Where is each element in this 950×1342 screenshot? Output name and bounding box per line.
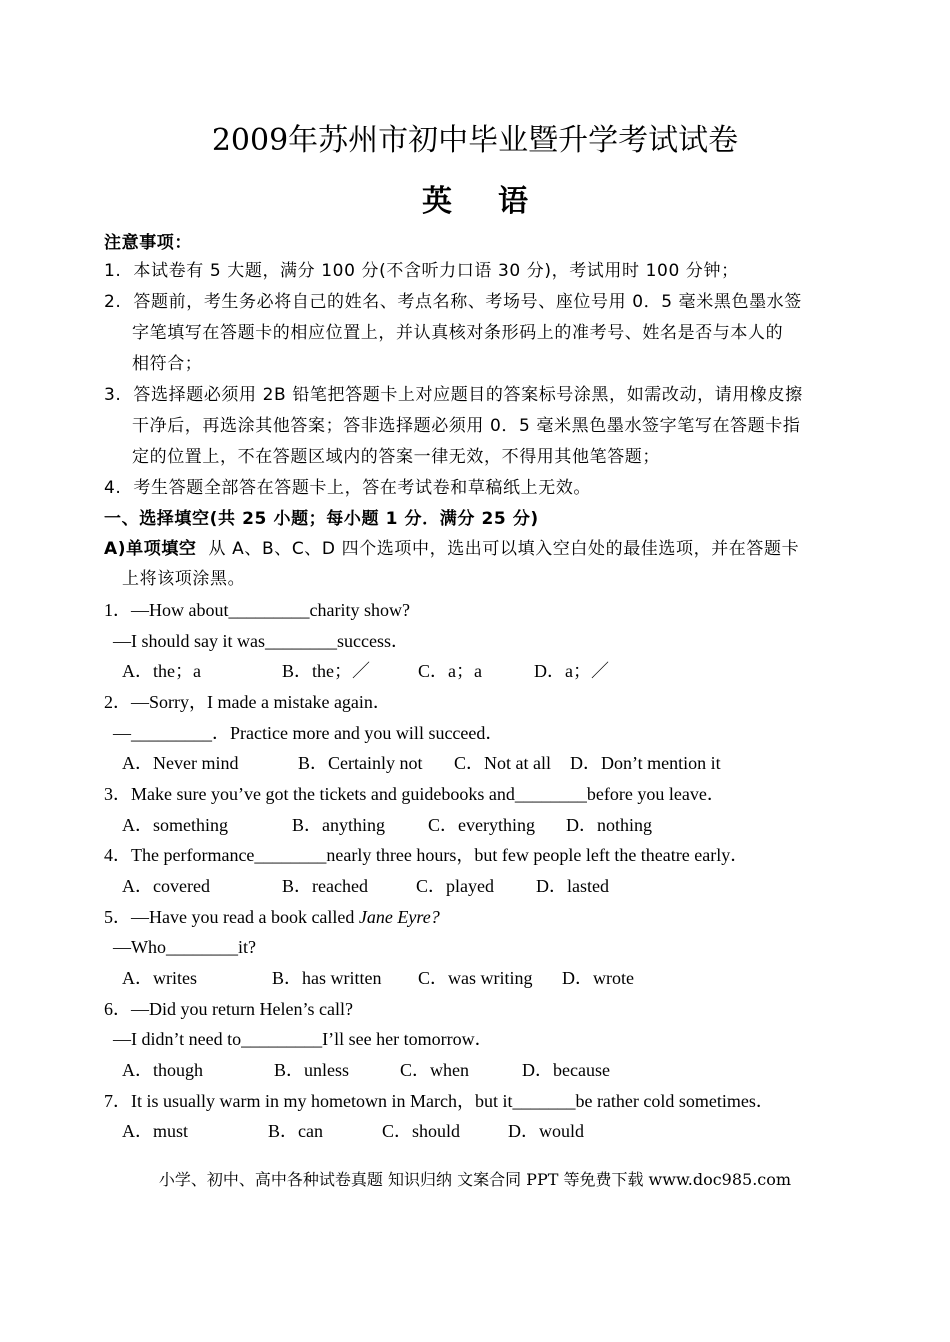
question-5-stem — [104, 906, 440, 928]
part-a-instruction-cont: 上将该项涂黑。 — [122, 569, 246, 589]
question-6-option-a: A．though — [122, 1060, 203, 1080]
question-5-book-title: Jane Eyre? — [358, 907, 440, 927]
question-1-option-b: B．the；／ — [282, 661, 370, 681]
question-1-option-c: C．a；a — [418, 661, 482, 681]
question-3-option-b: B．anything — [292, 815, 385, 835]
page-footer: 小学、初中、高中各种试卷真题 知识归纳 文案合同 PPT 等免费下载 www.doc985.com — [158, 1170, 792, 1189]
question-1-reply: —I should say it was________success． — [104, 631, 409, 651]
question-4-option-a: A．covered — [122, 876, 210, 896]
question-7-option-d: D．would — [508, 1121, 584, 1141]
notice-item: 2. 答题前，考生务必将自己的姓名、考点名称、考场号、座位号用 0．5 毫米黑色墨水签 — [104, 292, 802, 312]
question-5-reply: —Who________it? — [104, 937, 256, 957]
notice-item: 字笔填写在答题卡的相应位置上，并认真核对条形码上的准考号、姓名是否与本人的 — [132, 323, 784, 343]
question-1-stem: 1．—How about_________charity show? — [104, 600, 410, 620]
part-a-instruction — [104, 537, 799, 560]
notice-item: 定的位置上，不在答题区域内的答案一律无效，不得用其他笔答题； — [132, 447, 660, 467]
question-6-option-c: C．when — [400, 1060, 469, 1080]
question-4-option-b: B．reached — [282, 876, 368, 896]
exam-title: 2009年苏州市初中毕业暨升学考试试卷 — [211, 123, 739, 158]
question-3-option-d: D．nothing — [566, 815, 653, 835]
question-7-option-a: A．must — [122, 1121, 189, 1141]
question-3-option-c: C．everything — [428, 815, 535, 835]
question-5-option-a: A．writes — [122, 968, 197, 988]
question-6-reply: —I didn’t need to_________I’ll see her tomorrow． — [104, 1029, 493, 1049]
question-4-option-c: C．played — [416, 876, 494, 896]
question-5-stem-text: 5．—Have you read a book called — [104, 907, 359, 927]
question-1-option-a: A．the；a — [122, 661, 201, 681]
question-4-stem: 4．The performance________nearly three hours，but few people left the theatre early． — [104, 845, 749, 865]
question-5-option-c: C．was writing — [418, 968, 533, 988]
question-7-stem: 7．It is usually warm in my hometown in March，but it_______be rather cold sometimes． — [104, 1091, 774, 1111]
notice-item: 干净后，再选涂其他答案；答非选择题必须用 0．5 毫米黑色墨水签字笔写在答题卡指 — [132, 416, 801, 436]
question-1-option-d: D．a；／ — [534, 661, 609, 681]
subject-title: 英语 — [422, 184, 574, 219]
question-5-option-d: D．wrote — [562, 968, 634, 988]
question-2-stem: 2．—Sorry，I made a mistake again． — [104, 692, 391, 712]
notice-item: 4. 考生答题全部答在答题卡上，答在考试卷和草稿纸上无效。 — [104, 478, 592, 498]
part-a-text: 从 A、B、C、D 四个选项中，选出可以填入空白处的最佳选项，并在答题卡 — [196, 539, 800, 559]
question-7-option-c: C．should — [382, 1121, 461, 1141]
question-2-option-c: C．Not at all — [454, 753, 551, 773]
question-4-option-d: D．lasted — [536, 876, 609, 896]
notice-item: 1. 本试卷有 5 大题，满分 100 分(不含听力口语 30 分)，考试用时 100 分钟； — [104, 261, 739, 281]
question-2-option-d: D．Don’t mention it — [570, 753, 721, 773]
question-6-stem: 6．—Did you return Helen’s call? — [104, 999, 353, 1019]
question-3-option-a: A．something — [122, 815, 228, 835]
part-a-label: A)单项填空 — [104, 539, 197, 559]
question-6-option-b: B．unless — [274, 1060, 350, 1080]
question-5-option-b: B．has written — [272, 968, 382, 988]
notice-item: 3. 答选择题必须用 2B 铅笔把答题卡上对应题目的答案标号涂黑，如需改动，请用橡皮擦 — [104, 385, 803, 405]
question-6-option-d: D．because — [522, 1060, 610, 1080]
question-7-option-b: B．can — [268, 1121, 323, 1141]
notice-item: 相符合； — [132, 354, 203, 374]
question-3-stem: 3．Make sure you’ve got the tickets and guidebooks and________before you leave． — [104, 784, 725, 804]
notice-heading: 注意事项： — [104, 233, 192, 253]
section-heading: 一、选择填空(共 25 小题；每小题 1 分．满分 25 分) — [104, 509, 539, 529]
question-2-option-b: B．Certainly not — [298, 753, 423, 773]
question-2-option-a: A．Never mind — [122, 753, 239, 773]
question-2-reply: —_________．Practice more and you will succeed． — [104, 723, 504, 743]
